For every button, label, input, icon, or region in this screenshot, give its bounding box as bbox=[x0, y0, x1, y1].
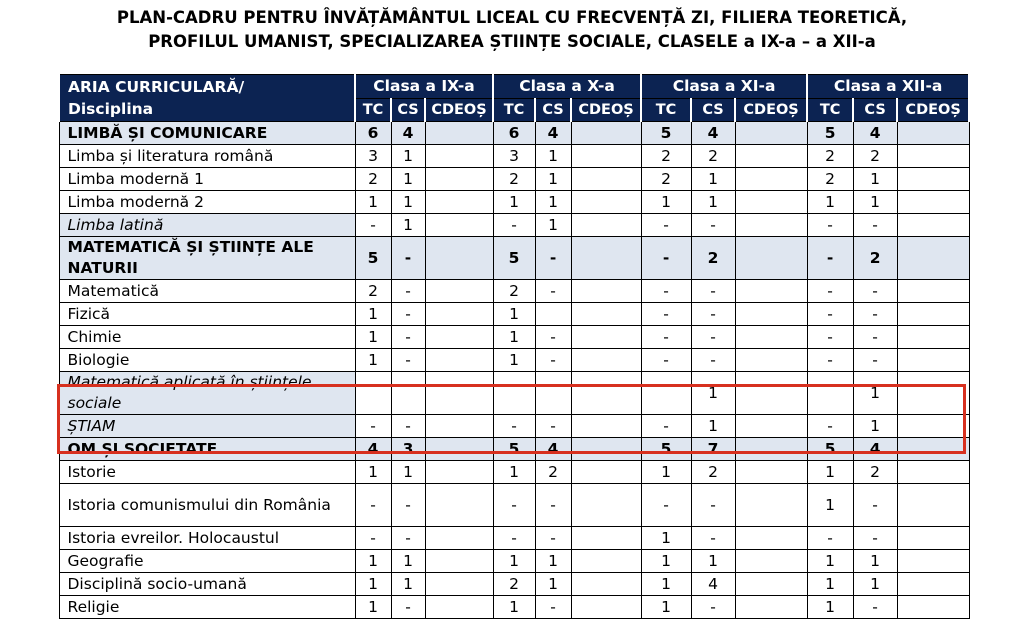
hours-cell: - bbox=[807, 280, 853, 303]
hours-cell: 1 bbox=[391, 145, 425, 168]
header-discipline-label: Disciplina bbox=[68, 100, 154, 118]
hours-cell: - bbox=[853, 484, 897, 527]
hours-cell bbox=[425, 168, 493, 191]
table-row bbox=[59, 372, 969, 415]
subheader-cs: CS bbox=[691, 98, 735, 122]
hours-cell: - bbox=[355, 214, 391, 237]
hours-cell: - bbox=[807, 349, 853, 372]
hours-cell bbox=[897, 214, 969, 237]
hours-cell: 1 bbox=[641, 527, 691, 550]
hours-cell: 7 bbox=[691, 438, 735, 461]
hours-cell bbox=[735, 349, 807, 372]
hours-cell: 2 bbox=[691, 461, 735, 484]
hours-cell: 2 bbox=[853, 237, 897, 280]
hours-cell: - bbox=[691, 214, 735, 237]
hours-cell bbox=[571, 415, 641, 438]
category-row bbox=[59, 122, 969, 145]
hours-cell bbox=[425, 573, 493, 596]
table-row bbox=[59, 527, 969, 550]
hours-cell: - bbox=[807, 214, 853, 237]
table-row bbox=[59, 280, 969, 303]
hours-cell: 1 bbox=[807, 573, 853, 596]
hours-cell: 5 bbox=[355, 237, 391, 280]
hours-cell bbox=[571, 438, 641, 461]
hours-cell: 2 bbox=[691, 237, 735, 280]
table-row bbox=[59, 573, 969, 596]
table-row bbox=[59, 484, 969, 527]
discipline-name: Geografie bbox=[59, 550, 355, 573]
hours-cell bbox=[425, 122, 493, 145]
hours-cell bbox=[571, 550, 641, 573]
hours-cell bbox=[735, 237, 807, 280]
hours-cell: 1 bbox=[641, 461, 691, 484]
hours-cell: - bbox=[853, 596, 897, 619]
hours-cell: 2 bbox=[535, 461, 571, 484]
hours-cell: - bbox=[853, 280, 897, 303]
hours-cell: 4 bbox=[691, 573, 735, 596]
hours-cell: - bbox=[853, 303, 897, 326]
hours-cell bbox=[425, 550, 493, 573]
table-row bbox=[59, 349, 969, 372]
hours-cell: 1 bbox=[691, 168, 735, 191]
discipline-name: Matematică bbox=[59, 280, 355, 303]
hours-cell bbox=[807, 372, 853, 415]
hours-cell: 1 bbox=[355, 326, 391, 349]
hours-cell: - bbox=[391, 237, 425, 280]
hours-cell bbox=[897, 122, 969, 145]
hours-cell: 4 bbox=[535, 122, 571, 145]
subheader-cdeoș: CDEOȘ bbox=[571, 98, 641, 122]
hours-cell: 3 bbox=[493, 145, 535, 168]
hours-cell bbox=[735, 168, 807, 191]
subheader-cdeoș: CDEOȘ bbox=[897, 98, 969, 122]
hours-cell: 1 bbox=[355, 596, 391, 619]
hours-cell: - bbox=[391, 303, 425, 326]
hours-cell: 4 bbox=[391, 122, 425, 145]
hours-cell: - bbox=[535, 484, 571, 527]
hours-cell: 1 bbox=[355, 349, 391, 372]
hours-cell bbox=[425, 191, 493, 214]
hours-cell: - bbox=[641, 237, 691, 280]
hours-cell: - bbox=[641, 349, 691, 372]
discipline-name: Fizică bbox=[59, 303, 355, 326]
hours-cell bbox=[897, 484, 969, 527]
hours-cell: 1 bbox=[535, 145, 571, 168]
table-row bbox=[59, 168, 969, 191]
hours-cell: 1 bbox=[535, 214, 571, 237]
table-row bbox=[59, 415, 969, 438]
hours-cell: - bbox=[807, 527, 853, 550]
hours-cell: - bbox=[807, 237, 853, 280]
hours-cell: - bbox=[493, 484, 535, 527]
hours-cell bbox=[571, 303, 641, 326]
hours-cell: 1 bbox=[853, 573, 897, 596]
subheader-cdeoș: CDEOȘ bbox=[425, 98, 493, 122]
hours-cell: 4 bbox=[355, 438, 391, 461]
hours-cell: 1 bbox=[641, 191, 691, 214]
table-row bbox=[59, 145, 969, 168]
hours-cell bbox=[571, 573, 641, 596]
hours-cell: 2 bbox=[853, 461, 897, 484]
discipline-name: ȘTIAM bbox=[59, 415, 355, 438]
hours-cell bbox=[571, 145, 641, 168]
hours-cell: 1 bbox=[853, 415, 897, 438]
discipline-name: Chimie bbox=[59, 326, 355, 349]
table-row bbox=[59, 550, 969, 573]
hours-cell: 1 bbox=[391, 214, 425, 237]
hours-cell bbox=[571, 280, 641, 303]
hours-cell bbox=[735, 438, 807, 461]
hours-cell: 1 bbox=[493, 550, 535, 573]
subheader-tc: TC bbox=[355, 98, 391, 122]
table-row bbox=[59, 461, 969, 484]
hours-cell bbox=[571, 349, 641, 372]
hours-cell: 4 bbox=[853, 438, 897, 461]
hours-cell: 1 bbox=[355, 191, 391, 214]
header-class-10: Clasa a X-a bbox=[493, 75, 641, 99]
hours-cell bbox=[535, 372, 571, 415]
hours-cell bbox=[571, 168, 641, 191]
hours-cell bbox=[897, 237, 969, 280]
hours-cell: 1 bbox=[391, 168, 425, 191]
hours-cell: - bbox=[355, 527, 391, 550]
table-row bbox=[59, 214, 969, 237]
hours-cell: - bbox=[691, 326, 735, 349]
hours-cell: 1 bbox=[535, 573, 571, 596]
hours-cell bbox=[425, 280, 493, 303]
header-area-cell bbox=[59, 75, 355, 122]
subheader-cs: CS bbox=[853, 98, 897, 122]
hours-cell bbox=[897, 191, 969, 214]
hours-cell: - bbox=[535, 415, 571, 438]
document-title-line-2: PROFILUL UMANIST, SPECIALIZAREA ȘTIINȚE SOCIALE, CLASELE a IX-a – a XII-a bbox=[148, 32, 876, 51]
hours-cell: - bbox=[355, 484, 391, 527]
hours-cell bbox=[493, 372, 535, 415]
hours-cell bbox=[425, 438, 493, 461]
hours-cell bbox=[535, 303, 571, 326]
hours-cell: 5 bbox=[493, 237, 535, 280]
hours-cell: - bbox=[853, 349, 897, 372]
hours-cell: 1 bbox=[391, 461, 425, 484]
hours-cell bbox=[391, 372, 425, 415]
hours-cell: 1 bbox=[535, 168, 571, 191]
category-row bbox=[59, 237, 969, 280]
hours-cell: 1 bbox=[391, 191, 425, 214]
hours-cell: 1 bbox=[535, 550, 571, 573]
hours-cell bbox=[425, 326, 493, 349]
hours-cell: 1 bbox=[853, 372, 897, 415]
hours-cell bbox=[735, 550, 807, 573]
hours-cell: - bbox=[853, 326, 897, 349]
hours-cell bbox=[735, 527, 807, 550]
discipline-name: Biologie bbox=[59, 349, 355, 372]
curriculum-table bbox=[58, 74, 970, 619]
hours-cell: 3 bbox=[355, 145, 391, 168]
discipline-name: Istoria comunismului din România bbox=[59, 484, 355, 527]
hours-cell: 1 bbox=[493, 303, 535, 326]
hours-cell: 2 bbox=[493, 168, 535, 191]
hours-cell bbox=[355, 372, 391, 415]
hours-cell bbox=[735, 372, 807, 415]
subheader-cs: CS bbox=[391, 98, 425, 122]
hours-cell bbox=[735, 573, 807, 596]
discipline-name: Istoria evreilor. Holocaustul bbox=[59, 527, 355, 550]
hours-cell: - bbox=[535, 527, 571, 550]
subheader-cs: CS bbox=[535, 98, 571, 122]
hours-cell bbox=[735, 191, 807, 214]
hours-cell bbox=[735, 280, 807, 303]
header-class-9: Clasa a IX-a bbox=[355, 75, 493, 99]
hours-cell bbox=[425, 303, 493, 326]
hours-cell: 5 bbox=[807, 438, 853, 461]
hours-cell bbox=[897, 145, 969, 168]
hours-cell: - bbox=[493, 527, 535, 550]
hours-cell bbox=[425, 237, 493, 280]
hours-cell: 1 bbox=[493, 191, 535, 214]
hours-cell bbox=[735, 145, 807, 168]
hours-cell: 2 bbox=[641, 168, 691, 191]
hours-cell: - bbox=[853, 214, 897, 237]
hours-cell bbox=[641, 372, 691, 415]
hours-cell bbox=[897, 303, 969, 326]
table-row bbox=[59, 326, 969, 349]
hours-cell: - bbox=[391, 349, 425, 372]
hours-cell: 1 bbox=[641, 550, 691, 573]
hours-cell: 5 bbox=[641, 122, 691, 145]
discipline-name: Limba modernă 1 bbox=[59, 168, 355, 191]
subheader-tc: TC bbox=[641, 98, 691, 122]
hours-cell: 1 bbox=[391, 573, 425, 596]
hours-cell bbox=[735, 122, 807, 145]
hours-cell: - bbox=[391, 415, 425, 438]
hours-cell: 1 bbox=[355, 461, 391, 484]
hours-cell: 2 bbox=[691, 145, 735, 168]
hours-cell: 6 bbox=[355, 122, 391, 145]
hours-cell: 1 bbox=[355, 303, 391, 326]
hours-cell: - bbox=[691, 303, 735, 326]
hours-cell bbox=[897, 550, 969, 573]
hours-cell bbox=[425, 372, 493, 415]
hours-cell: 2 bbox=[641, 145, 691, 168]
hours-cell: 5 bbox=[807, 122, 853, 145]
hours-cell bbox=[735, 461, 807, 484]
hours-cell: - bbox=[807, 326, 853, 349]
hours-cell: 1 bbox=[807, 596, 853, 619]
header-class-12: Clasa a XII-a bbox=[807, 75, 969, 99]
discipline-name: Istorie bbox=[59, 461, 355, 484]
hours-cell: 1 bbox=[691, 415, 735, 438]
discipline-name: MATEMATICĂ ȘI ȘTIINȚE ALE NATURII bbox=[59, 237, 355, 280]
hours-cell: - bbox=[391, 326, 425, 349]
hours-cell bbox=[425, 484, 493, 527]
hours-cell: 1 bbox=[535, 191, 571, 214]
hours-cell bbox=[897, 326, 969, 349]
hours-cell bbox=[897, 349, 969, 372]
table-row bbox=[59, 596, 969, 619]
table-row bbox=[59, 191, 969, 214]
document-title-line-1: PLAN-CADRU PENTRU ÎNVĂȚĂMÂNTUL LICEAL CU FRECVENȚĂ ZI, FILIERA TEORETICĂ, bbox=[116, 8, 908, 27]
hours-cell: - bbox=[535, 326, 571, 349]
hours-cell: - bbox=[641, 303, 691, 326]
hours-cell: 2 bbox=[493, 573, 535, 596]
hours-cell bbox=[571, 484, 641, 527]
hours-cell: - bbox=[493, 214, 535, 237]
hours-cell: 1 bbox=[355, 550, 391, 573]
hours-cell: - bbox=[493, 415, 535, 438]
hours-cell: 4 bbox=[691, 122, 735, 145]
hours-cell: 1 bbox=[807, 550, 853, 573]
hours-cell: 1 bbox=[807, 191, 853, 214]
hours-cell: - bbox=[391, 527, 425, 550]
hours-cell bbox=[571, 372, 641, 415]
hours-cell: 2 bbox=[355, 280, 391, 303]
hours-cell: 1 bbox=[355, 573, 391, 596]
hours-cell: - bbox=[641, 326, 691, 349]
hours-cell: - bbox=[641, 280, 691, 303]
hours-cell: - bbox=[641, 484, 691, 527]
hours-cell: - bbox=[391, 484, 425, 527]
discipline-name: Religie bbox=[59, 596, 355, 619]
hours-cell bbox=[897, 461, 969, 484]
hours-cell bbox=[735, 214, 807, 237]
hours-cell: 1 bbox=[853, 191, 897, 214]
hours-cell bbox=[897, 438, 969, 461]
discipline-name: Limba latină bbox=[59, 214, 355, 237]
hours-cell: - bbox=[691, 527, 735, 550]
hours-cell: 2 bbox=[853, 145, 897, 168]
hours-cell: 1 bbox=[691, 372, 735, 415]
hours-cell: - bbox=[355, 415, 391, 438]
hours-cell: 5 bbox=[641, 438, 691, 461]
hours-cell bbox=[897, 415, 969, 438]
hours-cell: - bbox=[691, 280, 735, 303]
discipline-name: Limba și literatura română bbox=[59, 145, 355, 168]
hours-cell bbox=[897, 573, 969, 596]
hours-cell bbox=[897, 372, 969, 415]
hours-cell bbox=[897, 527, 969, 550]
hours-cell: 5 bbox=[493, 438, 535, 461]
hours-cell bbox=[735, 303, 807, 326]
hours-cell: - bbox=[807, 303, 853, 326]
hours-cell: 1 bbox=[691, 191, 735, 214]
hours-cell: - bbox=[691, 596, 735, 619]
hours-cell: 2 bbox=[355, 168, 391, 191]
hours-cell: 2 bbox=[493, 280, 535, 303]
hours-cell: - bbox=[641, 415, 691, 438]
hours-cell bbox=[897, 596, 969, 619]
hours-cell bbox=[425, 214, 493, 237]
hours-cell: 6 bbox=[493, 122, 535, 145]
hours-cell bbox=[425, 349, 493, 372]
discipline-name: Limba modernă 2 bbox=[59, 191, 355, 214]
subheader-tc: TC bbox=[807, 98, 853, 122]
discipline-name: Disciplină socio-umană bbox=[59, 573, 355, 596]
hours-cell bbox=[425, 461, 493, 484]
hours-cell: 1 bbox=[853, 550, 897, 573]
hours-cell: 1 bbox=[853, 168, 897, 191]
hours-cell bbox=[571, 214, 641, 237]
hours-cell: 1 bbox=[391, 550, 425, 573]
hours-cell: - bbox=[391, 596, 425, 619]
hours-cell: - bbox=[535, 280, 571, 303]
hours-cell bbox=[571, 191, 641, 214]
hours-cell: - bbox=[535, 237, 571, 280]
hours-cell: - bbox=[807, 415, 853, 438]
subheader-cdeoș: CDEOȘ bbox=[735, 98, 807, 122]
hours-cell: - bbox=[691, 484, 735, 527]
hours-cell bbox=[571, 596, 641, 619]
hours-cell bbox=[571, 461, 641, 484]
hours-cell: 1 bbox=[641, 573, 691, 596]
hours-cell: 1 bbox=[691, 550, 735, 573]
discipline-name: Matematică aplicată în științele sociale bbox=[59, 372, 355, 415]
hours-cell: 4 bbox=[535, 438, 571, 461]
hours-cell: - bbox=[391, 280, 425, 303]
hours-cell: 1 bbox=[807, 461, 853, 484]
hours-cell: 2 bbox=[807, 168, 853, 191]
hours-cell: - bbox=[641, 214, 691, 237]
hours-cell: - bbox=[691, 349, 735, 372]
hours-cell: 3 bbox=[391, 438, 425, 461]
table-row bbox=[59, 303, 969, 326]
hours-cell bbox=[735, 484, 807, 527]
header-area-label: ARIA CURRICULARĂ/ bbox=[68, 78, 245, 96]
hours-cell bbox=[571, 527, 641, 550]
hours-cell: - bbox=[853, 527, 897, 550]
hours-cell: 1 bbox=[493, 461, 535, 484]
hours-cell: - bbox=[535, 596, 571, 619]
hours-cell bbox=[425, 415, 493, 438]
hours-cell: 2 bbox=[807, 145, 853, 168]
hours-cell: 1 bbox=[493, 326, 535, 349]
hours-cell bbox=[735, 415, 807, 438]
hours-cell bbox=[425, 527, 493, 550]
hours-cell: 1 bbox=[641, 596, 691, 619]
hours-cell bbox=[425, 145, 493, 168]
hours-cell bbox=[571, 122, 641, 145]
discipline-name: LIMBĂ ȘI COMUNICARE bbox=[59, 122, 355, 145]
hours-cell: - bbox=[535, 349, 571, 372]
hours-cell bbox=[571, 326, 641, 349]
hours-cell: 1 bbox=[493, 349, 535, 372]
subheader-tc: TC bbox=[493, 98, 535, 122]
category-row bbox=[59, 438, 969, 461]
hours-cell: 4 bbox=[853, 122, 897, 145]
discipline-name: OM ȘI SOCIETATE bbox=[59, 438, 355, 461]
hours-cell: 1 bbox=[807, 484, 853, 527]
hours-cell: 1 bbox=[493, 596, 535, 619]
hours-cell bbox=[735, 326, 807, 349]
hours-cell bbox=[897, 280, 969, 303]
hours-cell bbox=[897, 168, 969, 191]
header-class-11: Clasa a XI-a bbox=[641, 75, 807, 99]
hours-cell bbox=[571, 237, 641, 280]
hours-cell bbox=[735, 596, 807, 619]
hours-cell bbox=[425, 596, 493, 619]
